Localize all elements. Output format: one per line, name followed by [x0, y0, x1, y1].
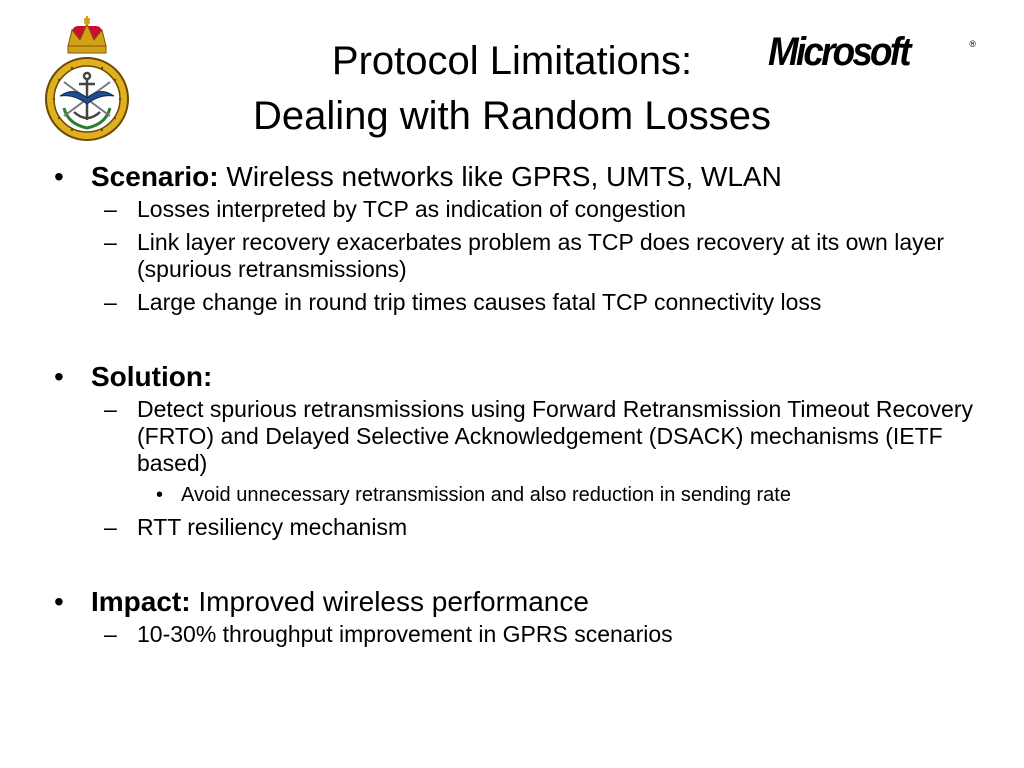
title-line-2: Dealing with Random Losses: [252, 94, 772, 138]
scenario-text: Wireless networks like GPRS, UMTS, WLAN: [218, 161, 782, 192]
crest-emblem: [34, 16, 140, 142]
item-text: Large change in round trip times causes fatal TCP connectivity loss: [137, 289, 822, 315]
list-item: [48, 482, 988, 509]
registered-mark: ®: [969, 39, 976, 49]
bullet-dot: •: [54, 586, 64, 617]
list-item: [48, 289, 988, 316]
dash-marker: –: [104, 621, 117, 647]
bullet-dot: •: [54, 361, 64, 392]
dash-marker: –: [104, 514, 117, 540]
bullet-dot: •: [156, 484, 164, 506]
item-text: 10-30% throughput improvement in GPRS scenarios: [137, 621, 673, 647]
item-text: Detect spurious retransmissions using Forward Retransmission Timeout Recovery (FRTO) and Delayed Selective Acknowledgement (DSACK) mechanisms (IETF based): [137, 396, 973, 476]
list-item: [48, 621, 988, 648]
microsoft-wordmark: Microsoft: [768, 30, 909, 74]
item-text: Losses interpreted by TCP as indication of congestion: [137, 196, 686, 222]
slide-body: [48, 160, 988, 648]
title-line-1: Protocol Limitations:: [331, 39, 693, 83]
item-text: RTT resiliency mechanism: [137, 514, 408, 540]
bullet-scenario: [48, 160, 988, 194]
list-item: [48, 396, 988, 477]
item-text: Avoid unnecessary retransmission and also reduction in sending rate: [181, 484, 791, 506]
dash-marker: –: [104, 229, 117, 255]
microsoft-logo: [768, 30, 978, 75]
list-item: [48, 196, 988, 223]
solution-heading: Solution:: [91, 361, 213, 392]
bullet-dot: •: [54, 161, 64, 192]
slide-title: [170, 34, 854, 144]
bullet-impact: [48, 585, 988, 619]
dash-marker: –: [104, 396, 117, 422]
list-item: [48, 514, 988, 541]
crown-icon: [68, 16, 106, 53]
impact-text: Improved wireless performance: [190, 586, 589, 617]
scenario-heading: Scenario:: [91, 161, 219, 192]
impact-heading: Impact:: [91, 586, 191, 617]
item-text: Link layer recovery exacerbates problem as TCP does recovery at its own layer (spurious retransmissions): [137, 229, 945, 282]
bullet-solution: [48, 360, 988, 394]
dash-marker: –: [104, 289, 117, 315]
dash-marker: –: [104, 196, 117, 222]
list-item: [48, 229, 988, 283]
